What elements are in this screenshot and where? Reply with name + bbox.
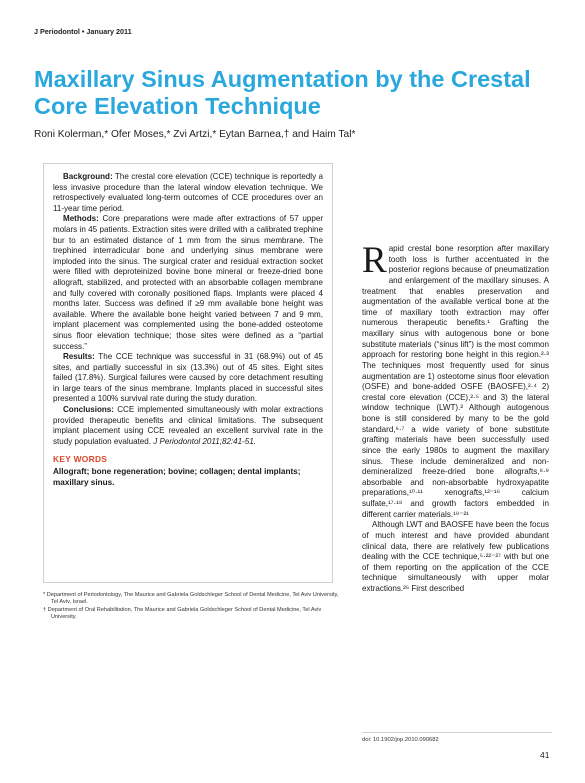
abstract-text bbox=[53, 172, 323, 447]
body-paragraph-2: Although LWT and BAOSFE have been the focus of much interest and have provided abundant clinical data, there are relatively few publications dealing with the CCE technique,⁵·²²⁻²⁷ with but one of them reporting on the application of the CCE technique simultaneously with upper molar extractions.²⁶ First described bbox=[362, 520, 549, 593]
body-paragraph-1-text: apid crestal bone resorption after maxillary tooth loss is further accentuated in the posterior regions because of pneumatization and enlargement of the maxillary sinuses. A treatment that enables preservation and augmentation of the available vertical bone at the time of maxillary tooth extraction may offer numerous therapeutic benefits.¹ Grafting the maxillary sinus with autogenous bone or bone substitute materials (“sinus lift”) is the most common approach for restoring bone height in this region.²·³ The techniques most frequently used for sinus augmentation are 1) osteotome sinus floor elevation (OSFE) and bone-added OSFE (BAOSFE),²·⁴ 2) crestal core elevation (CCE),²·⁵ and 3) the lateral window technique (LWT).² Although autogenous bone is still considered by many to be the gold standard,⁶·⁷ a wide variety of bone substitute grafting materials have been successfully used since the early 1980s to augment the maxillary sinus. These include demineralized and non-demineralized freeze-dried bone allografts,⁸·⁹ absorbable and non-absorbable hydroxyapatite preparations,¹⁰·¹¹ xenografts,¹²⁻¹⁶ calcium sulfate,¹⁷·¹⁸ and growth factors embedded in different carrier materials.¹⁹⁻²¹ bbox=[362, 244, 549, 519]
results-text: The CCE technique was successful in 31 (68.9%) out of 45 sites, and partially successful in six (13.3%) out of 45 sites. Eight sites failed (17.8%). Surgical failures were caused by core detachment resulting in large tears of the sinus membrane. Implants placed in successful sites presented a 100% survival rate during the study duration. bbox=[53, 352, 323, 404]
affiliation-1: * Department of Periodontology, The Maurice and Gabriela Goldschleger School of Dental Medicine, Tel Aviv University, Tel Aviv, Israel. bbox=[43, 592, 339, 606]
body-column bbox=[362, 240, 549, 595]
journal-running-head: J Periodontol • January 2011 bbox=[34, 27, 132, 36]
keywords-heading: KEY WORDS bbox=[53, 454, 108, 465]
conclusions-label: Conclusions: bbox=[63, 405, 114, 415]
doi: doi: 10.1902/jop.2010.090682 bbox=[362, 732, 552, 743]
article-title: Maxillary Sinus Augmentation by the Crestal Core Elevation Technique bbox=[34, 66, 531, 119]
drop-cap: R bbox=[362, 240, 387, 281]
author-list: Roni Kolerman,* Ofer Moses,* Zvi Artzi,* Eytan Barnea,† and Haim Tal* bbox=[34, 129, 356, 140]
methods-text: Core preparations were made after extractions of 57 upper molars in 45 patients. Extraction sites were drilled with a calibrated trephine bur to an estimated distance of 1 mm from the sinus membrane. The trephined interradicular bone and underlying sinus membrane were imploded into the sinus. The surgical crater and residual extraction socket were filled with deproteinized bovine bone mineral or freeze-dried bone allograft, stabilized, and protected with an absorbable collagen membrane and fully covered with coronally positioned flaps. Implants were placed 4 months later. Success was defined if ≥9 mm available bone height was available. Where the available bone height varied between 7 and 9 mm, implant placement was complemented using the bone-added osteotome sinus floor elevation technique; those sites were defined as a “partial success.” bbox=[53, 214, 323, 351]
citation: J Periodontol 2011;82:41-51. bbox=[153, 436, 256, 446]
abstract-box bbox=[43, 163, 333, 583]
methods-label: Methods: bbox=[63, 214, 99, 224]
affiliation-2: † Department of Oral Rehabilitation, The Maurice and Gabriela Goldschleger School of Dental Medicine, Tel Aviv University. bbox=[43, 606, 322, 620]
conclusions-text: CCE implemented simultaneously with molar extractions provided therapeutic benefits and clinical limitations. The subsequent implant placement using CCE revealed an excellent survival rate in the study population evaluated. bbox=[53, 405, 323, 446]
page-number: 41 bbox=[540, 750, 550, 760]
results-label: Results: bbox=[63, 352, 95, 362]
background-text: The crestal core elevation (CCE) technique is reportedly a less invasive procedure than the lateral window elevation technique. We retrospectively evaluated long-term outcomes of CCE procedures over an 11-year time period. bbox=[53, 172, 324, 213]
abstract-conclusions bbox=[53, 405, 323, 447]
affiliations bbox=[43, 592, 343, 621]
body-paragraph-1 bbox=[362, 240, 549, 520]
background-label: Background: bbox=[63, 172, 113, 181]
keywords: Allograft; bone regeneration; bovine; collagen; dental implants; maxillary sinus. bbox=[53, 467, 301, 488]
abstract-methods bbox=[53, 214, 323, 352]
abstract-background bbox=[53, 172, 323, 214]
abstract-results bbox=[53, 352, 323, 405]
